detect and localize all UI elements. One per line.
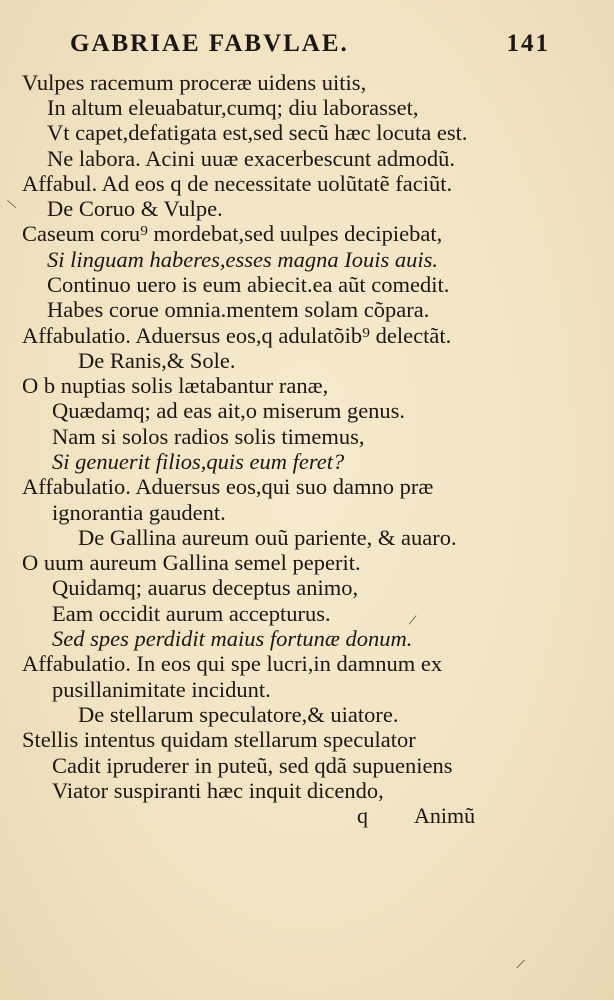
signature-mark: q [357,803,368,828]
text-line: Vt capet,defatigata est,sed secũ hæc locuta est. [47,120,468,145]
text-line: Affabul. Ad eos q de necessitate uolũtatẽ faciũt. [22,171,453,196]
fable-title: De Ranis,& Sole. [78,348,236,373]
fable-title: De stellarum speculatore,& uiatore. [78,702,399,727]
ink-mark: \ [5,196,19,214]
folio-number: 141 [506,30,550,57]
text-line: Affabulatio. Aduersus eos,qui suo damno præ [22,474,434,499]
text-line: Nam si solos radios solis timemus, [52,424,365,449]
text-line: pusillanimitate incidunt. [52,677,271,702]
text-line: Vulpes racemum proceræ uidens uitis, [22,70,367,95]
text-line: Cadit ipruderer in puteũ, sed qdã supueniens [52,753,453,778]
text-line: Sed spes perdidit maius fortunæ donum. [52,626,413,651]
text-line: Ne labora. Acini uuæ exacerbescunt admodũ. [47,146,455,171]
text-line: O uum aureum Gallina semel peperit. [22,550,361,575]
ink-mark: / [407,611,418,630]
ink-mark: / [514,955,527,974]
text-line: Stellis intentus quidam stellarum speculator [22,727,416,752]
text-line: ignorantia gaudent. [52,500,226,525]
text-line: Continuo uero is eum abiecit.ea aũt comedit. [47,272,450,297]
running-title: GABRIAE FABVLAE. [70,30,349,57]
text-line: Caseum coru⁹ mordebat,sed uulpes decipiebat, [22,221,443,246]
text-line: O b nuptias solis lætabantur ranæ, [22,373,329,398]
text-line: Habes corue omnia.mentem solam cõpara. [47,297,430,322]
text-line: Affabulatio. Aduersus eos,q adulatõib⁹ delectãt. [22,323,452,348]
text-line: Eam occidit aurum accepturus. [52,601,331,626]
text-line: In altum eleuabatur,cumq; diu laborasset, [47,95,419,120]
text-line: Viator suspiranti hæc inquit dicendo, [52,778,384,803]
text-line: Quidamq; auarus deceptus animo, [52,575,359,600]
text-line: Si linguam haberes,esses magna Iouis auis. [47,247,439,272]
fable-title: De Gallina aureum ouũ pariente, & auaro. [78,525,457,550]
catchword: Animũ [414,803,476,828]
fable-title: De Coruo & Vulpe. [47,196,223,221]
running-header [70,30,550,66]
text-line: Affabulatio. In eos qui spe lucri,in damnum ex [22,651,443,676]
text-line: Si genuerit filios,quis eum feret? [52,449,345,474]
text-line: Quædamq; ad eas ait,o miserum genus. [52,398,406,423]
